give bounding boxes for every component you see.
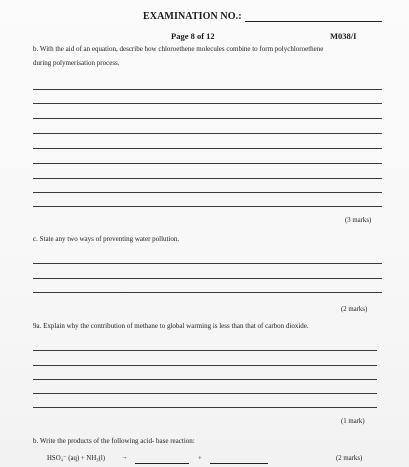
question-9b-text: b. Write the products of the following acid- base reaction: (33, 437, 195, 445)
answer-line[interactable] (33, 103, 382, 104)
answer-line[interactable] (33, 292, 382, 293)
answer-line[interactable] (33, 148, 382, 149)
answer-line[interactable] (33, 263, 382, 264)
question-9a-text: 9a. Explain why the contribution of methane to global warming is less than that of carbon dioxide. (33, 322, 309, 330)
answer-line[interactable] (33, 192, 382, 193)
answer-line[interactable] (33, 133, 382, 134)
answer-line[interactable] (33, 163, 382, 164)
question-8c-text: c. State any two ways of preventing water pollution. (33, 235, 180, 243)
question-8b-text-line2: during polymerisation process. (33, 59, 120, 67)
marks-label: (3 marks) (345, 217, 372, 224)
reaction-reactants: HSO₄⁻ (aq) + NH₃(l) (47, 455, 106, 462)
exam-number-label: EXAMINATION NO.: (143, 11, 242, 22)
answer-line[interactable] (33, 393, 377, 394)
exam-number-field[interactable] (245, 21, 382, 22)
product-1-blank[interactable] (135, 463, 189, 464)
answer-line[interactable] (33, 178, 382, 179)
answer-line[interactable] (33, 118, 382, 119)
marks-label: (2 marks) (336, 455, 363, 462)
reaction-arrow: → (121, 454, 128, 461)
page-number: Page 8 of 12 (171, 31, 215, 41)
answer-line[interactable] (33, 407, 377, 408)
marks-label: (1 mark) (341, 418, 365, 425)
answer-line[interactable] (33, 278, 382, 279)
answer-line[interactable] (33, 379, 377, 380)
answer-line[interactable] (33, 350, 377, 351)
paper-code: M038/I (330, 31, 357, 41)
reaction-plus: + (198, 455, 202, 462)
question-8b-text-line1: b. With the aid of an equation, describe how chloroethene molecules combine to form polychloroethene (33, 45, 324, 53)
answer-line[interactable] (33, 206, 382, 207)
product-2-blank[interactable] (210, 463, 268, 464)
marks-label: (2 marks) (341, 306, 368, 313)
answer-line[interactable] (33, 89, 382, 90)
answer-line[interactable] (33, 365, 377, 366)
